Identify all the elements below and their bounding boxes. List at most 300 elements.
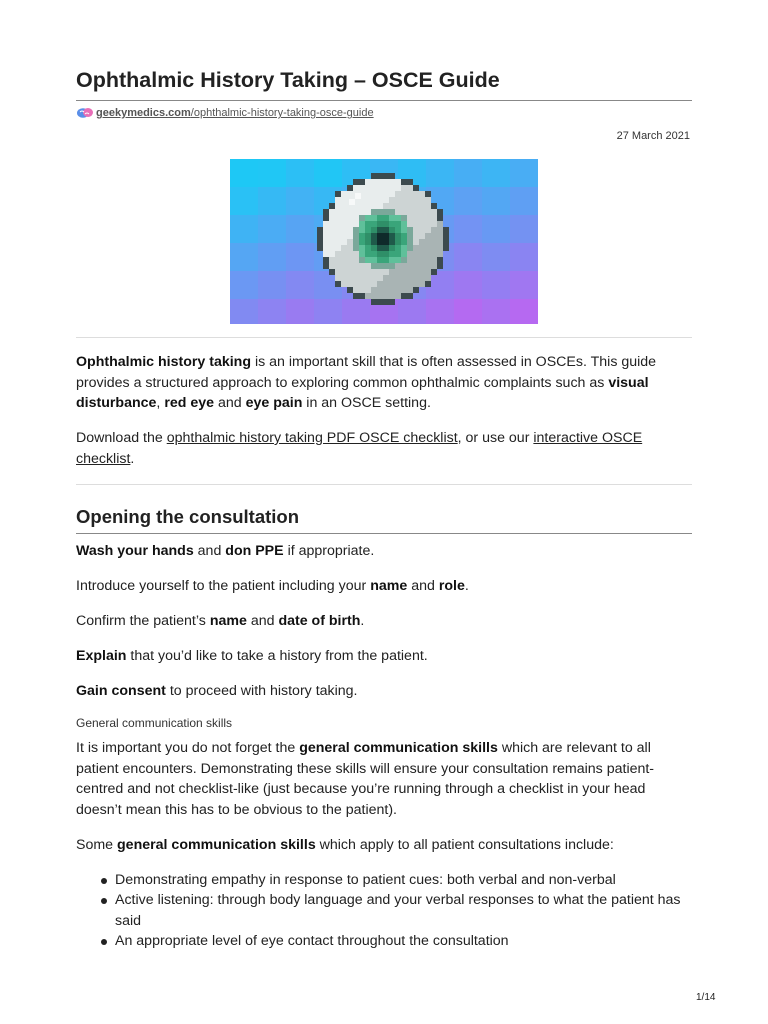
eye-sclera bbox=[341, 215, 347, 221]
eye-sclera bbox=[389, 293, 395, 299]
eye-iris bbox=[401, 227, 407, 233]
eye-sclera bbox=[389, 191, 395, 197]
eye-sclera bbox=[407, 185, 413, 191]
bold-text: red eye bbox=[164, 395, 215, 411]
eye-sclera bbox=[341, 197, 347, 203]
eye-sclera bbox=[341, 269, 347, 275]
eye-sclera bbox=[413, 209, 419, 215]
eye-sclera bbox=[335, 269, 341, 275]
eye-sclera bbox=[371, 287, 377, 293]
eye-sclera bbox=[341, 221, 347, 227]
eye-sclera bbox=[341, 203, 347, 209]
eyeball-outline bbox=[401, 293, 407, 299]
eye-pupil bbox=[383, 233, 389, 239]
eye-sclera bbox=[395, 287, 401, 293]
eye-sclera bbox=[395, 185, 401, 191]
eye-iris bbox=[395, 227, 401, 233]
eye-sclera bbox=[413, 239, 419, 245]
eye-sclera bbox=[383, 185, 389, 191]
eye-iris bbox=[389, 251, 395, 257]
eye-sclera bbox=[371, 293, 377, 299]
eye-sclera bbox=[353, 209, 359, 215]
eye-sclera bbox=[335, 233, 341, 239]
eyeball-outline bbox=[383, 173, 389, 179]
eye-sclera bbox=[437, 245, 443, 251]
eye-iris-rim bbox=[353, 239, 359, 245]
eye-sclera bbox=[413, 257, 419, 263]
eye-sclera bbox=[371, 203, 377, 209]
eye-iris-rim bbox=[353, 245, 359, 251]
paragraph-explain bbox=[76, 646, 692, 667]
eyeball-outline bbox=[353, 179, 359, 185]
eye-sclera bbox=[419, 269, 425, 275]
eye-iris bbox=[383, 257, 389, 263]
background-tile bbox=[230, 187, 258, 215]
background-tile bbox=[230, 159, 258, 187]
eye-sclera bbox=[389, 269, 395, 275]
text-run: that you’d like to take a history from the patient. bbox=[126, 648, 428, 664]
eye-sclera bbox=[413, 191, 419, 197]
eye-sclera bbox=[425, 257, 431, 263]
download-paragraph bbox=[76, 428, 692, 469]
eye-sclera bbox=[347, 257, 353, 263]
eye-sclera bbox=[329, 233, 335, 239]
eye-sclera bbox=[419, 191, 425, 197]
eye-sclera bbox=[353, 185, 359, 191]
background-tile bbox=[454, 159, 482, 187]
eye-sclera bbox=[389, 179, 395, 185]
eye-sclera bbox=[425, 269, 431, 275]
eye-iris-rim bbox=[383, 209, 389, 215]
eye-sclera bbox=[407, 221, 413, 227]
eye-iris bbox=[389, 245, 395, 251]
eye-sclera bbox=[353, 287, 359, 293]
eyeball-outline bbox=[371, 299, 377, 305]
eye-iris bbox=[395, 257, 401, 263]
text-run: Confirm the patient’s bbox=[76, 613, 210, 629]
eye-sclera bbox=[383, 197, 389, 203]
eye-iris-rim bbox=[401, 257, 407, 263]
eye-sclera bbox=[425, 233, 431, 239]
eye-sclera bbox=[425, 227, 431, 233]
eye-iris bbox=[359, 239, 365, 245]
list-item: Active listening: through body language and your verbal responses to what the patient has said bbox=[100, 890, 692, 931]
eye-sclera bbox=[389, 287, 395, 293]
eye-sclera bbox=[431, 227, 437, 233]
text-run: and bbox=[193, 543, 226, 559]
eye-sclera bbox=[341, 227, 347, 233]
background-tile bbox=[230, 299, 258, 324]
eye-sclera bbox=[323, 227, 329, 233]
eye-sclera bbox=[377, 179, 383, 185]
section-heading: Opening the consultation bbox=[76, 506, 692, 534]
eye-sclera bbox=[335, 245, 341, 251]
eyeball-outline bbox=[359, 293, 365, 299]
eye-sclera bbox=[395, 197, 401, 203]
background-tile bbox=[286, 271, 314, 299]
background-tile bbox=[230, 271, 258, 299]
eye-sclera bbox=[437, 239, 443, 245]
eye-sclera bbox=[413, 245, 419, 251]
eye-sclera bbox=[419, 281, 425, 287]
background-tile bbox=[258, 187, 286, 215]
eye-iris bbox=[401, 251, 407, 257]
text-run: and bbox=[407, 578, 439, 594]
eye-sclera bbox=[419, 233, 425, 239]
eye-iris bbox=[359, 227, 365, 233]
eye-sclera bbox=[395, 203, 401, 209]
text-run: which are relevant to all patient encounters. Demonstrating these skills will ensure your consultation remains patient-centred and not checklist-like (just because you’re running through a checklist in your head doesn’t mean this has to be obvious to the patient). bbox=[76, 740, 655, 818]
text-run: . bbox=[464, 578, 469, 594]
eye-sclera bbox=[419, 221, 425, 227]
eye-sclera bbox=[407, 203, 413, 209]
paragraph-wash-hands bbox=[76, 541, 692, 562]
eye-iris-rim bbox=[407, 233, 413, 239]
eye-sclera bbox=[395, 263, 401, 269]
eye-sclera bbox=[407, 257, 413, 263]
eye-sclera bbox=[353, 215, 359, 221]
background-tile bbox=[454, 215, 482, 243]
eye-sclera bbox=[419, 275, 425, 281]
eye-sclera bbox=[329, 257, 335, 263]
bold-text: Ophthalmic history taking bbox=[76, 354, 252, 370]
eye-sclera bbox=[347, 245, 353, 251]
eye-iris bbox=[359, 245, 365, 251]
eye-sclera bbox=[341, 257, 347, 263]
eye-sclera bbox=[365, 293, 371, 299]
eye-sclera bbox=[437, 251, 443, 257]
eye-sclera bbox=[347, 275, 353, 281]
divider bbox=[76, 337, 692, 338]
eye-sclera bbox=[431, 257, 437, 263]
eye-sclera bbox=[335, 257, 341, 263]
eye-sclera bbox=[407, 263, 413, 269]
text-run: Download the bbox=[76, 430, 167, 446]
inline-link[interactable]: interactive OSCE checklist bbox=[76, 430, 643, 467]
eye-iris bbox=[371, 239, 377, 245]
eye-sclera bbox=[371, 275, 377, 281]
eye-iris bbox=[383, 221, 389, 227]
eye-sclera bbox=[359, 203, 365, 209]
page-title: Ophthalmic History Taking – OSCE Guide bbox=[76, 66, 692, 101]
background-tile bbox=[258, 299, 286, 324]
eye-sclera bbox=[419, 251, 425, 257]
eye-sclera bbox=[347, 233, 353, 239]
eye-sclera bbox=[365, 185, 371, 191]
eye-sclera bbox=[371, 269, 377, 275]
bold-text: Wash your hands bbox=[76, 543, 194, 559]
text-run: . bbox=[360, 613, 365, 629]
eye-sclera bbox=[437, 233, 443, 239]
eye-sclera bbox=[413, 281, 419, 287]
eye-iris-rim bbox=[377, 209, 383, 215]
page-number: 1/14 bbox=[696, 992, 716, 1003]
background-tile bbox=[230, 215, 258, 243]
eye-sclera bbox=[365, 263, 371, 269]
eye-sclera bbox=[425, 215, 431, 221]
eye-pupil bbox=[377, 233, 383, 239]
eyeball-outline bbox=[389, 299, 395, 305]
background-tile bbox=[314, 159, 342, 187]
eye-sclera bbox=[341, 209, 347, 215]
eye-iris bbox=[383, 245, 389, 251]
intro-paragraph bbox=[76, 352, 692, 414]
eye-sclera bbox=[365, 269, 371, 275]
eye-sclera bbox=[347, 227, 353, 233]
eye-sclera bbox=[353, 263, 359, 269]
background-tile bbox=[510, 159, 538, 187]
eye-sclera bbox=[341, 233, 347, 239]
eye-iris-rim bbox=[353, 227, 359, 233]
eye-sclera bbox=[377, 197, 383, 203]
eye-sclera bbox=[401, 191, 407, 197]
background-tile bbox=[258, 215, 286, 243]
eye-iris bbox=[383, 251, 389, 257]
eye-iris bbox=[371, 251, 377, 257]
background-tile bbox=[258, 159, 286, 187]
eyeball-outline bbox=[329, 203, 335, 209]
eye-sclera bbox=[383, 287, 389, 293]
eye-sclera bbox=[341, 275, 347, 281]
eye-sclera bbox=[407, 251, 413, 257]
background-tile bbox=[482, 299, 510, 324]
eye-iris bbox=[371, 245, 377, 251]
eyeball-outline bbox=[359, 179, 365, 185]
eye-sclera bbox=[419, 209, 425, 215]
eye-iris bbox=[371, 221, 377, 227]
eye-sclera bbox=[401, 203, 407, 209]
eye-iris bbox=[383, 227, 389, 233]
bold-text: name bbox=[370, 578, 408, 594]
eye-sclera bbox=[407, 209, 413, 215]
eye-sclera bbox=[425, 209, 431, 215]
background-tile bbox=[510, 215, 538, 243]
eye-sclera bbox=[413, 197, 419, 203]
eye-sclera bbox=[329, 263, 335, 269]
background-tile bbox=[286, 299, 314, 324]
eyeball-outline bbox=[431, 269, 437, 275]
eyeball-outline bbox=[413, 287, 419, 293]
eye-sclera bbox=[419, 263, 425, 269]
eye-iris-rim bbox=[383, 263, 389, 269]
eye-sclera bbox=[407, 269, 413, 275]
eye-sclera bbox=[329, 239, 335, 245]
eye-sclera bbox=[413, 275, 419, 281]
eye-iris bbox=[401, 239, 407, 245]
bold-text: general communication skills bbox=[117, 837, 316, 853]
eye-sclera bbox=[347, 269, 353, 275]
eye-sclera bbox=[395, 209, 401, 215]
eye-highlight bbox=[349, 199, 355, 205]
eye-sclera bbox=[329, 221, 335, 227]
eye-sclera bbox=[425, 221, 431, 227]
eye-sclera bbox=[383, 281, 389, 287]
eye-sclera bbox=[425, 251, 431, 257]
eyeball-outline bbox=[335, 191, 341, 197]
eye-sclera bbox=[323, 221, 329, 227]
eye-sclera bbox=[389, 281, 395, 287]
eye-sclera bbox=[395, 191, 401, 197]
eye-sclera bbox=[431, 263, 437, 269]
eye-sclera bbox=[335, 263, 341, 269]
background-tile bbox=[510, 271, 538, 299]
eye-sclera bbox=[407, 197, 413, 203]
eye-sclera bbox=[365, 191, 371, 197]
source-line bbox=[76, 107, 374, 119]
eye-iris bbox=[395, 233, 401, 239]
eye-sclera bbox=[401, 269, 407, 275]
eye-sclera bbox=[371, 191, 377, 197]
eye-iris bbox=[377, 227, 383, 233]
background-tile bbox=[482, 215, 510, 243]
eye-sclera bbox=[347, 221, 353, 227]
eyeball-outline bbox=[431, 203, 437, 209]
eyeball-outline bbox=[407, 293, 413, 299]
eye-iris bbox=[359, 233, 365, 239]
eye-sclera bbox=[395, 179, 401, 185]
eye-sclera bbox=[329, 227, 335, 233]
eye-sclera bbox=[359, 263, 365, 269]
eye-iris bbox=[365, 245, 371, 251]
eye-sclera bbox=[365, 287, 371, 293]
eye-sclera bbox=[401, 281, 407, 287]
eye-sclera bbox=[335, 209, 341, 215]
eye-iris-rim bbox=[389, 263, 395, 269]
background-tile bbox=[454, 299, 482, 324]
eye-sclera bbox=[425, 275, 431, 281]
eye-iris bbox=[377, 257, 383, 263]
text-run: Introduce yourself to the patient including your bbox=[76, 578, 371, 594]
eyeball-outline bbox=[389, 173, 395, 179]
eye-sclera bbox=[395, 269, 401, 275]
eyeball-outline bbox=[323, 209, 329, 215]
eye-sclera bbox=[353, 275, 359, 281]
bold-text: role bbox=[438, 578, 465, 594]
text-run: is an important skill that is often assessed in OSCEs. This guide provides a structured approach to exploring common ophthalmic complaints such as bbox=[76, 354, 657, 391]
eye-iris bbox=[365, 257, 371, 263]
list-item: An appropriate level of eye contact throughout the consultation bbox=[100, 931, 692, 951]
eyeball-outline bbox=[425, 281, 431, 287]
eye-sclera bbox=[353, 251, 359, 257]
eye-sclera bbox=[323, 245, 329, 251]
eye-sclera bbox=[335, 251, 341, 257]
eye-sclera bbox=[335, 275, 341, 281]
background-tile bbox=[482, 243, 510, 271]
background-tile bbox=[454, 243, 482, 271]
eye-sclera bbox=[335, 203, 341, 209]
eye-sclera bbox=[419, 239, 425, 245]
text-run: and bbox=[246, 613, 279, 629]
eyeball-outline bbox=[317, 233, 323, 239]
eye-iris bbox=[371, 257, 377, 263]
communication-skills-list bbox=[100, 870, 692, 951]
eye-sclera bbox=[377, 287, 383, 293]
eye-sclera bbox=[323, 239, 329, 245]
eyeball-outline bbox=[323, 257, 329, 263]
eye-sclera bbox=[401, 197, 407, 203]
text-run: which apply to all patient consultations include: bbox=[315, 837, 614, 853]
eye-sclera bbox=[377, 203, 383, 209]
eyeball-outline bbox=[377, 299, 383, 305]
eye-sclera bbox=[413, 269, 419, 275]
eye-sclera bbox=[419, 227, 425, 233]
bold-text: general communication skills bbox=[299, 740, 498, 756]
eye-sclera bbox=[437, 227, 443, 233]
background-tile bbox=[230, 243, 258, 271]
eye-sclera bbox=[341, 263, 347, 269]
eye-sclera bbox=[383, 191, 389, 197]
inline-link[interactable]: ophthalmic history taking PDF OSCE checklist bbox=[166, 430, 458, 446]
eyeball-outline bbox=[317, 245, 323, 251]
background-tile bbox=[482, 187, 510, 215]
eye-pupil bbox=[377, 239, 383, 245]
eye-iris bbox=[389, 221, 395, 227]
eye-sclera bbox=[329, 245, 335, 251]
text-run: and bbox=[214, 395, 246, 411]
eyeball-outline bbox=[437, 263, 443, 269]
eyeball-outline bbox=[437, 257, 443, 263]
list-item: Demonstrating empathy in response to patient cues: both verbal and non-verbal bbox=[100, 870, 692, 890]
eye-sclera bbox=[353, 281, 359, 287]
eye-sclera bbox=[389, 185, 395, 191]
eye-iris bbox=[377, 215, 383, 221]
eye-sclera bbox=[401, 185, 407, 191]
eye-sclera bbox=[413, 215, 419, 221]
eyeball-outline bbox=[413, 185, 419, 191]
eye-sclera bbox=[377, 275, 383, 281]
eye-iris-rim bbox=[407, 227, 413, 233]
background-tile bbox=[314, 299, 342, 324]
eye-iris bbox=[365, 227, 371, 233]
text-run: in an OSCE setting. bbox=[302, 395, 431, 411]
eyeball-outline bbox=[353, 293, 359, 299]
eye-sclera bbox=[365, 179, 371, 185]
eye-iris bbox=[389, 257, 395, 263]
eye-sclera bbox=[329, 209, 335, 215]
eye-sclera bbox=[365, 203, 371, 209]
eyeball-outline bbox=[371, 173, 377, 179]
source-link[interactable] bbox=[96, 107, 374, 119]
eye-iris bbox=[365, 239, 371, 245]
eye-sclera bbox=[407, 191, 413, 197]
eye-sclera bbox=[431, 233, 437, 239]
eye-sclera bbox=[419, 203, 425, 209]
eye-sclera bbox=[389, 197, 395, 203]
eye-sclera bbox=[341, 245, 347, 251]
subheading: General communication skills bbox=[76, 716, 233, 730]
eye-sclera bbox=[407, 287, 413, 293]
eyeball-outline bbox=[443, 233, 449, 239]
eye-sclera bbox=[347, 263, 353, 269]
background-tile bbox=[454, 271, 482, 299]
eye-sclera bbox=[431, 221, 437, 227]
eye-sclera bbox=[347, 191, 353, 197]
source-domain: geekymedics.com bbox=[96, 107, 191, 119]
eye-iris bbox=[365, 233, 371, 239]
eye-sclera bbox=[347, 251, 353, 257]
eye-sclera bbox=[329, 251, 335, 257]
eye-sclera bbox=[377, 191, 383, 197]
bold-text: name bbox=[209, 613, 247, 629]
eyeball-outline bbox=[443, 239, 449, 245]
eye-sclera bbox=[425, 239, 431, 245]
eye-sclera bbox=[359, 269, 365, 275]
eye-iris bbox=[371, 215, 377, 221]
eye-sclera bbox=[341, 281, 347, 287]
eye-sclera bbox=[365, 209, 371, 215]
eye-sclera bbox=[353, 269, 359, 275]
eyeball-outline bbox=[317, 239, 323, 245]
